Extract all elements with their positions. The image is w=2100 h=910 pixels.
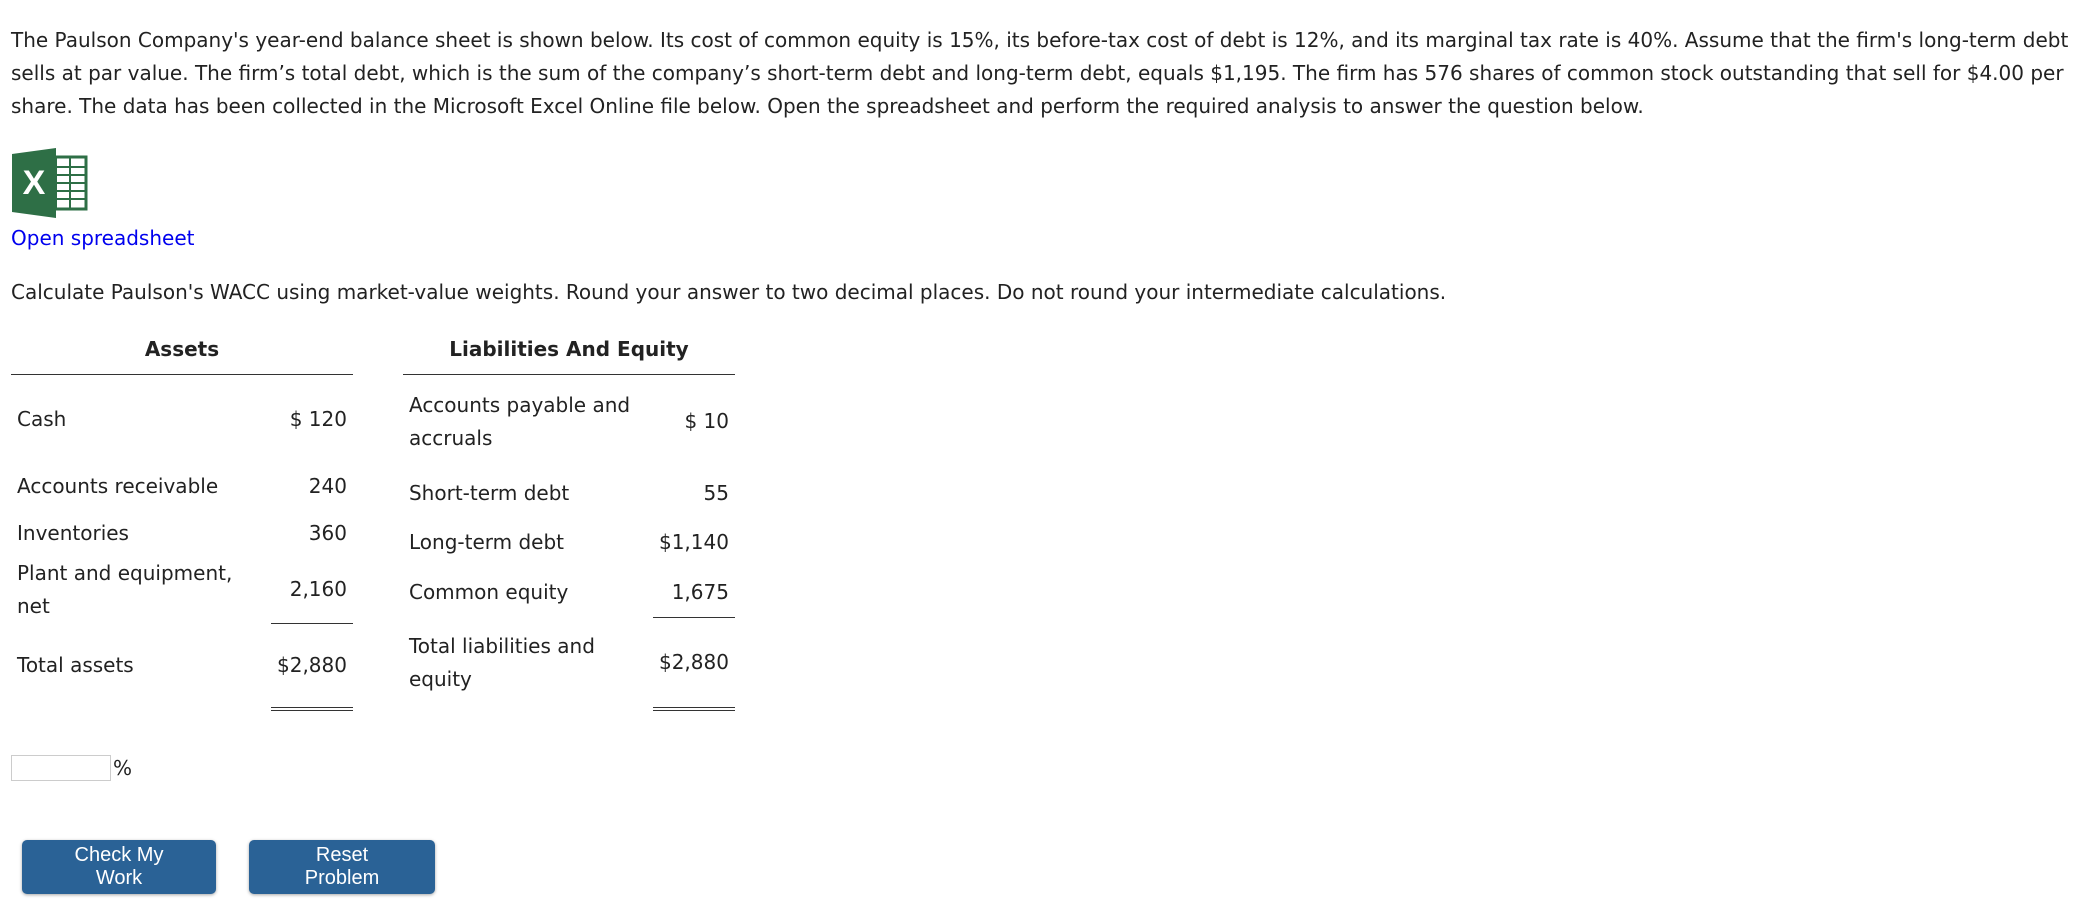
problem-intro: The Paulson Company's year-end balance sheet is shown below. Its cost of common equity is 15%, its before-tax cost of debt is 12%, and its marginal tax rate is 40%. Assume that the firm's long-term debt sells at par value. The firm’s total debt, which is the sum of the company’s short-term debt and long-term debt, equals $1,195. The firm has 576 shares of common stock outstanding that sell for $4.00 per share. The data has been collected in the Microsoft Excel Online file below. Open the spreadsheet and perform the required analysis to answer the question below. bbox=[11, 28, 2069, 118]
liability-label: Accounts payable and accruals bbox=[408, 392, 631, 450]
percent-unit: % bbox=[113, 756, 133, 780]
table-row bbox=[403, 518, 735, 568]
check-my-work-button[interactable]: Check My Work bbox=[22, 840, 216, 894]
table-row bbox=[11, 510, 353, 557]
total-assets-value: $2,880 bbox=[271, 623, 353, 709]
liability-value: $1,140 bbox=[658, 530, 729, 555]
question-text: Calculate Paulson's WACC using market-value weights. Round your answer to two decimal places. Do not round your intermediate calculations. bbox=[11, 280, 1447, 304]
total-liabilities-label: Total liabilities and equity bbox=[408, 634, 595, 692]
table-row-total bbox=[11, 623, 353, 709]
open-spreadsheet-link[interactable]: Open spreadsheet bbox=[11, 226, 195, 250]
liability-value: 55 bbox=[703, 480, 729, 505]
liability-value: $ 10 bbox=[684, 409, 729, 434]
table-row-total bbox=[403, 618, 735, 709]
total-assets-label: Total assets bbox=[17, 653, 134, 678]
wacc-answer-input[interactable] bbox=[11, 755, 111, 781]
table-row bbox=[11, 375, 353, 464]
table-row bbox=[403, 568, 735, 618]
reset-problem-button[interactable]: Reset Problem bbox=[249, 840, 435, 894]
table-row bbox=[11, 463, 353, 510]
asset-label: Accounts receivable bbox=[17, 474, 219, 498]
asset-label: Cash bbox=[17, 406, 67, 431]
balance-sheet bbox=[11, 336, 735, 711]
liability-label: Common equity bbox=[408, 580, 569, 605]
asset-value: 240 bbox=[308, 474, 347, 498]
liabilities-header: Liabilities And Equity bbox=[403, 336, 735, 375]
assets-table bbox=[11, 336, 353, 711]
asset-value: 360 bbox=[308, 521, 347, 545]
asset-value: 2,160 bbox=[271, 557, 353, 623]
liabilities-table bbox=[403, 336, 735, 711]
liability-label: Short-term debt bbox=[408, 480, 570, 505]
table-row bbox=[11, 557, 353, 623]
assets-header: Assets bbox=[11, 336, 353, 375]
asset-label: Plant and equipment, net bbox=[17, 561, 233, 618]
table-row bbox=[403, 375, 735, 469]
liability-value: 1,675 bbox=[653, 568, 735, 618]
table-row bbox=[403, 468, 735, 518]
answer-area bbox=[11, 755, 132, 781]
asset-label: Inventories bbox=[17, 521, 129, 545]
liability-label: Long-term debt bbox=[408, 530, 564, 555]
total-liabilities-value: $2,880 bbox=[653, 618, 735, 709]
excel-icon-letter: X bbox=[22, 164, 46, 202]
excel-icon[interactable] bbox=[12, 148, 88, 218]
asset-value: $ 120 bbox=[289, 406, 347, 431]
